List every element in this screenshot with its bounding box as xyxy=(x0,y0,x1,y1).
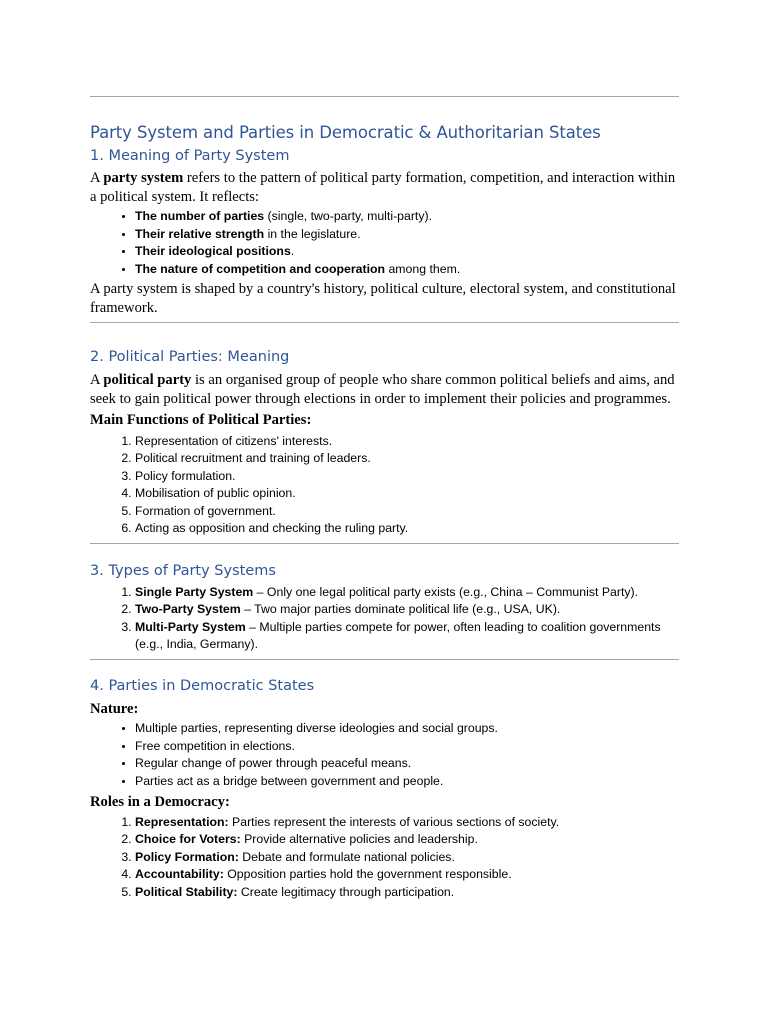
list-item: 2. Choice for Voters: Provide alternative policies and leadership. xyxy=(135,831,679,849)
list-item: 5. Formation of government. xyxy=(135,503,679,521)
section-4-heading: 4. Parties in Democratic States xyxy=(90,677,315,694)
section-2-paragraph: A political party is an organised group of people who share common political beliefs and aims, and seek to gain political power through elections in order to implement their policies and programmes. xyxy=(90,372,675,407)
list-item: 1. Single Party System – Only one legal political party exists (e.g., China – Communist Party). xyxy=(135,584,679,602)
list-item: 4. Mobilisation of public opinion. xyxy=(135,485,679,503)
list-item: • Multiple parties, representing diverse ideologies and social groups. xyxy=(135,720,679,738)
party-types-list xyxy=(90,584,679,654)
list-item: • Regular change of power through peaceful means. xyxy=(135,755,679,773)
section-divider xyxy=(90,659,679,660)
section-1-heading: 1. Meaning of Party System xyxy=(90,148,290,164)
top-divider xyxy=(90,96,679,97)
nature-subheading: Nature: xyxy=(90,700,139,717)
list-item: 3. Policy formulation. xyxy=(135,468,679,486)
list-item: 2. Two-Party System – Two major parties dominate political life (e.g., USA, UK). xyxy=(135,601,679,619)
functions-list xyxy=(90,433,679,538)
list-item: • Their ideological positions. xyxy=(135,243,679,261)
section-divider xyxy=(90,322,679,323)
functions-subheading: Main Functions of Political Parties: xyxy=(90,412,312,428)
list-item: • Parties act as a bridge between government and people. xyxy=(135,773,679,791)
party-system-list xyxy=(90,208,679,278)
section-1-paragraph: A party system refers to the pattern of political party formation, competition, and interaction within a political system. It reflects: xyxy=(90,170,676,205)
list-item: • The nature of competition and cooperation among them. xyxy=(135,261,679,279)
document-page xyxy=(90,96,679,901)
list-item: • The number of parties (single, two-party, multi-party). xyxy=(135,208,679,226)
list-item: 6. Acting as opposition and checking the ruling party. xyxy=(135,520,679,538)
section-divider xyxy=(90,543,679,544)
list-item: 3. Policy Formation: Debate and formulate national policies. xyxy=(135,849,679,867)
roles-subheading: Roles in a Democracy: xyxy=(90,794,230,810)
section-1-closing-paragraph: A party system is shaped by a country's history, political culture, electoral system, and constitutional framework. xyxy=(90,281,676,316)
list-item: 1. Representation: Parties represent the interests of various sections of society. xyxy=(135,814,679,832)
list-item: 2. Political recruitment and training of leaders. xyxy=(135,450,679,468)
list-item: • Free competition in elections. xyxy=(135,738,679,756)
nature-list xyxy=(90,720,679,790)
roles-list xyxy=(90,814,679,902)
list-item: 5. Political Stability: Create legitimacy through participation. xyxy=(135,884,679,902)
section-3-heading: 3. Types of Party Systems xyxy=(90,562,276,579)
list-item: 1. Representation of citizens' interests. xyxy=(135,433,679,451)
section-2-heading: 2. Political Parties: Meaning xyxy=(90,349,290,365)
document-title: Party System and Parties in Democratic & Authoritarian States xyxy=(90,123,601,142)
list-item: 3. Multi-Party System – Multiple parties compete for power, often leading to coalition governments (e.g., India, Germany). xyxy=(135,619,679,654)
list-item: 4. Accountability: Opposition parties hold the government responsible. xyxy=(135,866,679,884)
list-item: • Their relative strength in the legislature. xyxy=(135,226,679,244)
